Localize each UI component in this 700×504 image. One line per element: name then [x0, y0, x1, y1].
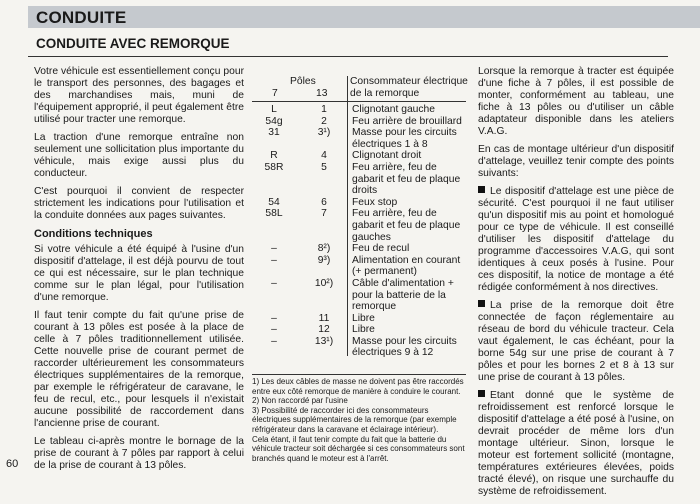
consumer-cell: Feu arrière, feu de gabarit et feu de plaque droits	[352, 161, 461, 197]
consumer-cell: Masse pour les circuits électriques 9 à 12	[352, 335, 457, 359]
pole-13-cell: 13¹)	[314, 335, 334, 347]
bullet-item	[478, 390, 674, 498]
pole-13-cell: 12	[318, 324, 330, 336]
bullet-text: Le dispositif d'attelage est une pièce de sécurité. C'est pourquoi il ne faut utiliser qu'un dispositif mis au point et homologué pour ce type de véhicule. Il est conseillé d'utiliser les dispositif d'attelage du programme d'accessoires V.A.G, qui sont identiques à ceux posés à l'usine. Pour ces dispositif, la notice de montage a été rédigée conformément à nos directives.	[478, 186, 674, 293]
table-row	[252, 278, 468, 313]
table-row	[252, 150, 468, 162]
footnote: Cela étant, il faut tenir compte du fait que la batterie du véhicule tracteur soit déchargée si ces consommateurs sont branchés quand le moteur est à l'arrêt.	[252, 434, 465, 463]
conditions-paragraph: Il faut tenir compte du fait qu'une prise de courant à 13 pôles est posée à la place de celle à 7 pôles traditionnellement utilisée. Cette nouvelle prise de courant permet de raccorder ultérieurement les consommateurs électriques supplémentaires de la remorque, par exemple le réfrigérateur de caravane, le feu de recul, etc., pour lesquels il n'existait aucune possibilité de raccordement dans l'ancienne prise de courant.	[34, 310, 244, 429]
consumer-cell: Clignotant gauche	[352, 104, 436, 115]
pole-13-cell: 11	[318, 312, 330, 324]
footnote: 1) Les deux câbles de masse ne doivent pas être raccordés entre eux côté remorque de manière à conduire le courant.	[252, 377, 464, 396]
consumer-cell: Feu arrière, feu de gabarit et feu de plaque gauches	[352, 208, 461, 243]
footnote: 2) Non raccordé par l'usine	[252, 396, 348, 406]
pole-7-cell: 31	[268, 127, 280, 139]
intro-paragraph: La traction d'une remorque entraîne non seulement une sollicitation plus importante du véhicule, mais exige aussi plus du conducteur.	[34, 132, 244, 179]
table-row	[252, 162, 468, 197]
page-subtitle: CONDUITE AVEC REMORQUE	[36, 36, 230, 51]
pole-13-cell: 4	[321, 150, 327, 162]
table-footnotes	[252, 374, 466, 463]
pole-7-cell: –	[271, 243, 277, 255]
bullet-square-icon	[478, 186, 485, 193]
subtitle-divider	[28, 56, 668, 57]
right-column	[478, 66, 674, 504]
pole-7-cell: L	[271, 104, 277, 115]
pole-13-cell: 3¹)	[317, 127, 331, 139]
pole-7-cell: –	[271, 254, 277, 266]
bullet-item	[478, 300, 674, 384]
pole-7-cell: 54	[268, 196, 280, 208]
pole-13-cell: 7	[321, 208, 327, 220]
table-row	[252, 116, 468, 128]
pole-7-cell: –	[271, 277, 277, 289]
section-title: CONDUITE	[36, 8, 127, 27]
table-header-rule	[252, 101, 466, 102]
table-row	[252, 104, 468, 116]
consumer-cell: Alimentation en courant (+ permanent)	[352, 254, 461, 278]
pole-7-cell: R	[270, 150, 278, 162]
pole-13-cell: 1	[321, 104, 327, 115]
table-rows	[252, 104, 468, 359]
pole-7-cell: 54g	[265, 115, 283, 127]
table-row	[252, 313, 468, 325]
pole-13-cell: 10²)	[314, 277, 334, 289]
header-13-pole: 13	[316, 88, 328, 99]
bullet-text: Etant donné que le système de refroidissement est renforcé lorsque le dispositif d'attelage a été posé à l'usine, on devrait procéder de même lors d'un montage ultérieur. Sinon, lorsque le moteur est fortement sollicité (montagne, températures extérieures élevées, poids tracté élevé), on risque une surchauffe du système de refroidissement.	[478, 390, 674, 497]
page-number: 60	[6, 458, 19, 470]
footnote-rule	[252, 374, 466, 375]
table-row	[252, 255, 468, 278]
table-row	[252, 324, 468, 336]
consumer-cell: Feu de recul	[352, 243, 410, 255]
conditions-paragraph: Le tableau ci-après montre le bornage de la prise de courant à 7 pôles par rapport à celui de la prise de courant à 13 pôles.	[34, 436, 244, 471]
bullet-square-icon	[478, 390, 485, 397]
consumer-cell: Câble d'alimentation + pour la batterie de la remorque	[352, 277, 454, 313]
table-row	[252, 243, 468, 255]
pole-13-cell: 8²)	[317, 243, 331, 255]
bullet-item	[478, 186, 674, 294]
intro-paragraph: C'est pourquoi il convient de respecter strictement les indications pour l'utilisation et la conduite données aux pages suivantes.	[34, 186, 244, 221]
consumer-cell: Masse pour les circuits électriques 1 à 8	[352, 127, 457, 150]
left-column	[34, 66, 244, 478]
pole-7-cell: –	[271, 335, 277, 347]
table-row	[252, 197, 468, 209]
pole-13-cell: 9³)	[317, 254, 331, 266]
adapter-paragraph: Lorsque la remorque à tracter est équipée d'une fiche à 7 pôles, il est possible de monter, conformément au tableau, une fiche à 13 pôles ou d'utiliser un câble adaptateur disponible dans les ateliers V.A.G.	[478, 66, 674, 137]
pole-13-cell: 2	[321, 115, 327, 127]
table-row	[252, 127, 468, 150]
pole-7-cell: –	[271, 324, 277, 336]
consumer-cell: Libre	[352, 312, 375, 324]
pole-7-cell: 58R	[264, 161, 284, 173]
conditions-heading: Conditions techniques	[34, 228, 153, 240]
consumer-cell: Feu arrière de brouillard	[352, 115, 462, 127]
footnote: 3) Possibilité de raccorder ici des consommateurs électriques supplémentaires de la remorque (par exemple réfrigérateur dans la caravane et éclairage intérieur).	[252, 405, 457, 434]
section-header-band	[28, 6, 700, 28]
retrofit-paragraph: En cas de montage ultérieur d'un dispositif d'attelage, veuillez tenir compte des points suivants:	[478, 144, 674, 179]
pole-13-cell: 5	[321, 161, 327, 173]
pole-7-cell: 58L	[265, 208, 283, 220]
header-consumer: Consommateur électrique de la remorque	[350, 76, 468, 99]
table-row	[252, 208, 468, 243]
header-poles: Pôles	[290, 76, 316, 87]
consumer-cell: Libre	[352, 324, 375, 336]
conditions-paragraph: Si votre véhicule a été équipé à l'usine d'un dispositif d'attelage, il est déjà pourvu de tout ce qui est nécessaire, sur le plan technique comme sur le plan légal, pour l'utilisation d'une remorque.	[34, 244, 244, 303]
pole-13-cell: 6	[321, 196, 327, 208]
bullet-square-icon	[478, 300, 485, 307]
header-7-pole: 7	[272, 88, 278, 99]
consumer-cell: Clignotant droit	[352, 150, 422, 162]
intro-paragraph: Votre véhicule est essentiellement conçu pour le transport des personnes, des bagages et des marchandises mais, muni de l'équipement approprié, il peut également être utilisé pour tracter une remorque.	[34, 66, 244, 125]
bullet-text: La prise de la remorque doit être connectée de façon réglementaire au réseau de bord du véhicule tracteur. Cela vaut également, le cas échéant, pour la borne 54g sur une prise de courant à 7 pôles et pour les bornes 2 et 8 à 13 sur une prise de courant à 13 pôles.	[478, 300, 674, 383]
consumer-cell: Feux stop	[352, 196, 398, 208]
table-row	[252, 336, 468, 359]
pole-7-cell: –	[271, 312, 277, 324]
